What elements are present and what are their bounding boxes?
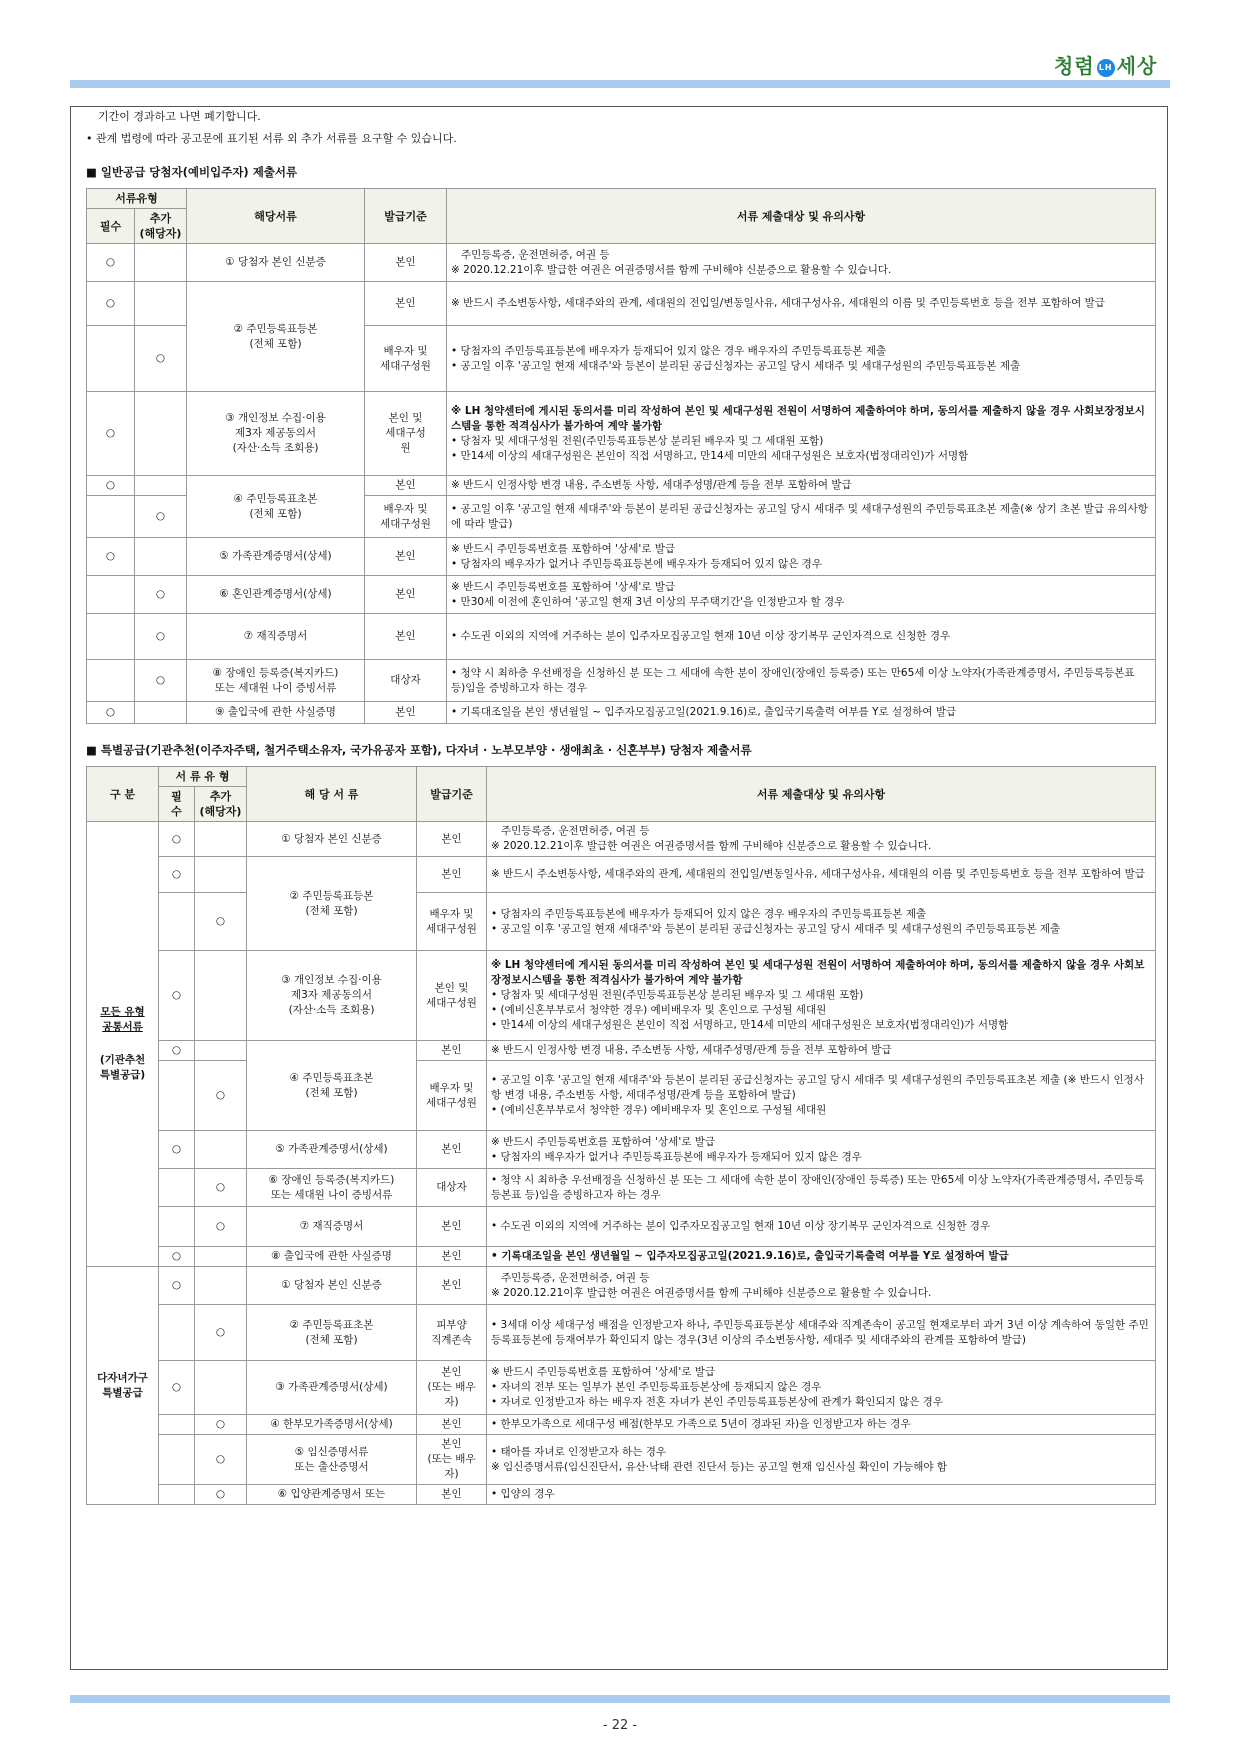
note-line: • 만14세 이상의 세대구성원은 본인이 직접 서명하고, 만14세 미만의 세대구성원은 보호자(법정대리인)가 서명함	[491, 1019, 1009, 1031]
note-line: • 당첨자의 배우자가 없거나 주민등록표등본에 배우자가 등재되어 있지 않은 경우	[491, 1150, 862, 1163]
required-mark: ○	[159, 822, 195, 857]
table-row	[87, 1041, 1156, 1061]
note: ※ 반드시 주소변동사항, 세대주와의 관계, 세대원의 전입일/변동일사유, 세대구성사유, 세대원의 이름 및 주민등록번호 등을 전부 포함하여 발급	[487, 857, 1156, 893]
table-row	[87, 244, 1156, 282]
content	[86, 106, 1156, 1505]
required-mark: ○	[87, 702, 135, 724]
table-row	[87, 614, 1156, 660]
note	[447, 576, 1156, 614]
additional-mark: ○	[135, 576, 187, 614]
table-row	[87, 1169, 1156, 1207]
required-mark: ○	[87, 244, 135, 282]
col-note: 서류 제출대상 및 유의사항	[487, 767, 1156, 822]
issue-basis: 피부양 직계존속	[417, 1305, 487, 1361]
note-line: • 당첨자 및 세대구성원 전원(주민등록표등본상 분리된 배우자 및 그 세대원 포함)	[491, 989, 864, 1001]
col-type: 서 류 유 형	[159, 767, 247, 787]
general-docs-table	[86, 188, 1156, 724]
doc-name: ⑥ 장애인 등록증(복지카드) 또는 세대원 나이 증빙서류	[247, 1169, 417, 1207]
doc-name: ⑥ 입양관계증명서 또는	[247, 1485, 417, 1505]
note-line: • 만30세 이전에 혼인하여 '공고일 현재 3년 이상의 무주택기간'을 인정받고자 할 경우	[451, 595, 845, 608]
required-mark: ○	[159, 1131, 195, 1169]
additional-mark: ○	[195, 1207, 247, 1247]
special-docs-table	[86, 766, 1156, 1505]
col-doc: 해당서류	[187, 189, 365, 244]
doc-name: ④ 주민등록표초본 (전체 포함)	[187, 476, 365, 538]
doc-name: ② 주민등록표등본 (전체 포함)	[247, 857, 417, 951]
doc-name: ③ 개인정보 수집·이용 제3자 제공동의서 (자산·소득 조회용)	[247, 951, 417, 1041]
note-line: • 공고일 이후 '공고일 현재 세대주'와 등본이 분리된 공급신청자는 공고일 당시 세대주 및 세대구성원의 주민등록표초본 제출 (※ 반드시 인정사항 변경 내용, 주소변동 사항, 세대주성명/관계 등을 포함하여 발급)	[491, 1074, 1144, 1101]
note	[487, 1361, 1156, 1415]
note-line: • 공고일 이후 '공고일 현재 세대주'와 등본이 분리된 공급신청자는 공고일 당시 세대주 및 세대구성원의 주민등록표등본 제출	[451, 359, 1021, 372]
note-line: ※ 반드시 주민등록번호를 포함하여 '상세'로 발급	[491, 1135, 715, 1148]
logo-text-right: 세상	[1116, 54, 1158, 78]
note-line: • 당첨자의 배우자가 없거나 주민등록표등본에 배우자가 등재되어 있지 않은 경우	[451, 557, 822, 570]
issue-basis: 본인	[417, 822, 487, 857]
general-section-title: ■ 일반공급 당첨자(예비입주자) 제출서류	[86, 165, 298, 179]
note-line: • 자녀로 인정받고자 하는 배우자 전혼 자녀가 본인 주민등록표등본상에 관계가 확인되지 않은 경우	[491, 1396, 943, 1408]
top-divider	[70, 80, 1170, 88]
issue-basis: 본인	[417, 857, 487, 893]
doc-name: ⑤ 가족관계증명서(상세)	[187, 538, 365, 576]
additional-mark: ○	[195, 1485, 247, 1505]
issue-basis: 배우자 및 세대구성원	[365, 496, 447, 538]
doc-name: ④ 주민등록표초본 (전체 포함)	[247, 1041, 417, 1131]
doc-name: ② 주민등록표초본 (전체 포함)	[247, 1305, 417, 1361]
issue-basis: 배우자 및 세대구성원	[365, 326, 447, 392]
intro-line-2: • 관계 법령에 따라 공고문에 표기된 서류 외 추가 서류를 요구할 수 있습니다.	[86, 132, 457, 145]
required-mark: ○	[159, 1247, 195, 1267]
table-row	[87, 1361, 1156, 1415]
col-additional: 추가 (해당자)	[135, 209, 187, 244]
issue-basis: 본인	[417, 1485, 487, 1505]
required-mark: ○	[159, 1361, 195, 1415]
issue-basis: 본인 (또는 배우자)	[417, 1361, 487, 1415]
note-line: ※ 반드시 주민등록번호를 포함하여 '상세'로 발급	[451, 542, 675, 555]
col-issue: 발급기준	[417, 767, 487, 822]
doc-name: ⑤ 임신증명서류 또는 출산증명서	[247, 1435, 417, 1485]
required-mark: ○	[87, 282, 135, 326]
table-row	[87, 1305, 1156, 1361]
additional-mark: ○	[195, 1169, 247, 1207]
logo-badge-icon: LH	[1097, 59, 1115, 77]
note: • 입양의 경우	[487, 1485, 1156, 1505]
additional-mark: ○	[195, 893, 247, 951]
doc-name: ⑥ 혼인관계증명서(상세)	[187, 576, 365, 614]
category-common	[87, 822, 159, 1267]
required-mark: ○	[159, 1267, 195, 1305]
note: ※ 반드시 인정사항 변경 내용, 주소변동 사항, 세대주성명/관계 등을 전부 포함하여 발급	[487, 1041, 1156, 1061]
note-line: ※ 2020.12.21이후 발급한 여권은 여권증명서를 함께 구비해야 신분증으로 활용할 수 있습니다.	[491, 840, 932, 852]
note-line: ※ 2020.12.21이후 발급한 여권은 여권증명서를 함께 구비해야 신분증으로 활용할 수 있습니다.	[451, 263, 892, 276]
col-additional: 추가 (해당자)	[195, 787, 247, 822]
note-line: ※ LH 청약센터에 게시된 동의서를 미리 작성하여 본인 및 세대구성원 전원이 서명하여 제출하여야 하며, 동의서를 제출하지 않을 경우 사회보장정보시스템을 통한 적격심사가 불가하여 계약 불가함	[491, 959, 1145, 986]
table-row	[87, 1435, 1156, 1485]
col-required: 필수	[87, 209, 135, 244]
note-line: ※ 반드시 주민등록번호를 포함하여 '상세'로 발급	[491, 1366, 715, 1378]
doc-name: ⑤ 가족관계증명서(상세)	[247, 1131, 417, 1169]
doc-name: ⑧ 장애인 등록증(복지카드) 또는 세대원 나이 증빙서류	[187, 660, 365, 702]
category-multichild: 다자녀가구 특별공급	[87, 1267, 159, 1505]
note: • 수도권 이외의 지역에 거주하는 분이 입주자모집공고일 현재 10년 이상 장기복무 군인자격으로 신청한 경우	[487, 1207, 1156, 1247]
note-line: ※ 임신증명서류(임신진단서, 유산·낙태 관련 진단서 등)는 공고일 현재 임신사실 확인이 가능해야 함	[491, 1460, 947, 1473]
doc-name: ⑧ 출입국에 관한 사실증명	[247, 1247, 417, 1267]
doc-name: ④ 한부모가족증명서(상세)	[247, 1415, 417, 1435]
additional-mark: ○	[135, 496, 187, 538]
col-issue: 발급기준	[365, 189, 447, 244]
issue-basis: 본인	[365, 702, 447, 724]
table-row	[87, 1267, 1156, 1305]
table-row	[87, 476, 1156, 496]
note: ※ 반드시 주소변동사항, 세대주와의 관계, 세대원의 전입일/변동일사유, 세대구성사유, 세대원의 이름 및 주민등록번호 등을 전부 포함하여 발급	[447, 282, 1156, 326]
additional-mark: ○	[195, 1305, 247, 1361]
note-line: ※ 반드시 주민등록번호를 포함하여 '상세'로 발급	[451, 580, 675, 593]
table-row	[87, 1247, 1156, 1267]
required-mark: ○	[87, 538, 135, 576]
col-type: 서류유형	[87, 189, 187, 209]
issue-basis: 본인 및 세대구성원	[417, 951, 487, 1041]
issue-basis: 대상자	[417, 1169, 487, 1207]
note: • 공고일 이후 '공고일 현재 세대주'와 등본이 분리된 공급신청자는 공고일 당시 세대주 및 세대구성원의 주민등록표초본 제출(※ 상기 초본 발급 유의사항에 따라 발급)	[447, 496, 1156, 538]
note	[487, 893, 1156, 951]
table-row	[87, 857, 1156, 893]
col-doc: 해 당 서 류	[247, 767, 417, 822]
col-category: 구 분	[87, 767, 159, 822]
note	[487, 1435, 1156, 1485]
note	[447, 392, 1156, 476]
note-line: 주민등록증, 운전면허증, 여권 등	[501, 825, 650, 837]
note: ※ 반드시 인정사항 변경 내용, 주소변동 사항, 세대주성명/관계 등을 전부 포함하여 발급	[447, 476, 1156, 496]
doc-name: ③ 개인정보 수집·이용 제3자 제공동의서 (자산·소득 조회용)	[187, 392, 365, 476]
table-row	[87, 660, 1156, 702]
additional-mark: ○	[135, 614, 187, 660]
note-line: • 당첨자의 주민등록표등본에 배우자가 등재되어 있지 않은 경우 배우자의 주민등록표등본 제출	[451, 344, 887, 357]
required-mark: ○	[159, 1041, 195, 1061]
note-line: • 당첨자의 주민등록표등본에 배우자가 등재되어 있지 않은 경우 배우자의 주민등록표등본 제출	[491, 907, 927, 920]
note-line: • 태아를 자녀로 인정받고자 하는 경우	[491, 1445, 667, 1458]
issue-basis: 본인	[417, 1207, 487, 1247]
table-row	[87, 538, 1156, 576]
doc-name: ⑦ 재직증명서	[247, 1207, 417, 1247]
table-row	[87, 951, 1156, 1041]
issue-basis: 본인	[417, 1131, 487, 1169]
doc-name: ③ 가족관계증명서(상세)	[247, 1361, 417, 1415]
issue-basis: 본인	[365, 476, 447, 496]
note: • 청약 시 최하층 우선배정을 신청하신 분 또는 그 세대에 속한 분이 장애인(장애인 등록증) 또는 만65세 이상 노약자(가족관계증명서, 주민등록등본표 등)임을 증빙하고자 하는 경우	[487, 1169, 1156, 1207]
issue-basis: 본인	[417, 1415, 487, 1435]
note: • 기록대조일을 본인 생년월일 ~ 입주자모집공고일(2021.9.16)로, 출입국기록출력 여부를 Y로 설정하여 발급	[447, 702, 1156, 724]
required-mark: ○	[159, 951, 195, 1041]
note-line: ※ LH 청약센터에 게시된 동의서를 미리 작성하여 본인 및 세대구성원 전원이 서명하여 제출하여야 하며, 동의서를 제출하지 않을 경우 사회보장정보시스템을 통한 적격심사가 불가하여 계약 불가함	[451, 404, 1145, 432]
note: • 기록대조일을 본인 생년월일 ~ 입주자모집공고일(2021.9.16)로, 출입국기록출력 여부를 Y로 설정하여 발급	[487, 1247, 1156, 1267]
issue-basis: 본인	[365, 576, 447, 614]
note: • 3세대 이상 세대구성 배점을 인정받고자 하나, 주민등록표등본상 세대주와 직계존속이 공고일 현재로부터 과거 3년 이상 계속하여 동일한 주민등록표등본에 등재여부가 확인되지 않는 경우(3년 이상의 주소변동사항, 세대주 및 세대주와의 관계를 포함하여 발급)	[487, 1305, 1156, 1361]
issue-basis: 본인	[365, 614, 447, 660]
table-row	[87, 1415, 1156, 1435]
issue-basis: 본인	[365, 538, 447, 576]
logo	[1054, 50, 1157, 79]
table-row	[87, 702, 1156, 724]
doc-name: ⑨ 출입국에 관한 사실증명	[187, 702, 365, 724]
doc-name: ② 주민등록표등본 (전체 포함)	[187, 282, 365, 392]
note	[447, 326, 1156, 392]
col-required: 필 수	[159, 787, 195, 822]
issue-basis: 본인	[417, 1267, 487, 1305]
logo-text-left: 청렴	[1054, 54, 1095, 78]
issue-basis: 대상자	[365, 660, 447, 702]
bottom-divider	[70, 1695, 1170, 1703]
note	[487, 1061, 1156, 1131]
additional-mark: ○	[195, 1435, 247, 1485]
note-line: • (예비신혼부부로서 청약한 경우) 예비배우자 및 혼인으로 구성될 세대원	[491, 1004, 827, 1016]
category-sublabel: (기관추천 특별공급)	[99, 1054, 146, 1081]
issue-basis: 본인	[365, 282, 447, 326]
note-line: • (예비신혼부부로서 청약한 경우) 예비배우자 및 혼인으로 구성될 세대원	[491, 1104, 827, 1116]
table-row	[87, 392, 1156, 476]
table-row	[87, 822, 1156, 857]
doc-name: ① 당첨자 본인 신분증	[247, 822, 417, 857]
note-line: ※ 2020.12.21이후 발급한 여권은 여권증명서를 함께 구비해야 신분증으로 활용할 수 있습니다.	[491, 1286, 932, 1299]
table-row	[87, 1207, 1156, 1247]
issue-basis: 배우자 및 세대구성원	[417, 1061, 487, 1131]
issue-basis: 본인	[417, 1041, 487, 1061]
note	[487, 1267, 1156, 1305]
issue-basis: 본인 (또는 배우자)	[417, 1435, 487, 1485]
doc-name: ① 당첨자 본인 신분증	[247, 1267, 417, 1305]
note-line: • 공고일 이후 '공고일 현재 세대주'와 등본이 분리된 공급신청자는 공고일 당시 세대주 및 세대구성원의 주민등록표등본 제출	[491, 922, 1061, 935]
note: • 한부모가족으로 세대구성 배점(한부모 가족으로 5년이 경과된 자)을 인정받고자 하는 경우	[487, 1415, 1156, 1435]
col-note: 서류 제출대상 및 유의사항	[447, 189, 1156, 244]
additional-mark: ○	[195, 1061, 247, 1131]
intro-line-1: 기간이 경과하고 나면 폐기합니다.	[98, 110, 261, 123]
note	[487, 951, 1156, 1041]
category-label: 모든 유형 공통서류	[100, 1006, 145, 1033]
additional-mark: ○	[135, 326, 187, 392]
note: • 청약 시 최하층 우선배정을 신청하신 분 또는 그 세대에 속한 분이 장애인(장애인 등록증) 또는 만65세 이상 노약자(가족관계증명서, 주민등록등본표 등)임을 증빙하고자 하는 경우	[447, 660, 1156, 702]
note-line: 주민등록증, 운전면허증, 여권 등	[501, 1271, 650, 1284]
required-mark: ○	[87, 476, 135, 496]
issue-basis: 배우자 및 세대구성원	[417, 893, 487, 951]
table-row	[87, 1485, 1156, 1505]
additional-mark: ○	[135, 660, 187, 702]
page-number: - 22 -	[602, 1718, 638, 1733]
note: • 수도권 이외의 지역에 거주하는 분이 입주자모집공고일 현재 10년 이상 장기복무 군인자격으로 신청한 경우	[447, 614, 1156, 660]
table-row	[87, 576, 1156, 614]
additional-mark: ○	[195, 1415, 247, 1435]
note	[487, 822, 1156, 857]
note-line: • 당첨자 및 세대구성원 전원(주민등록표등본상 분리된 배우자 및 그 세대원 포함)	[451, 434, 824, 447]
note	[447, 538, 1156, 576]
required-mark: ○	[159, 857, 195, 893]
table-row	[87, 1131, 1156, 1169]
doc-name: ⑦ 재직증명서	[187, 614, 365, 660]
issue-basis: 본인 및 세대구성 원	[365, 392, 447, 476]
issue-basis: 본인	[417, 1247, 487, 1267]
intro	[86, 106, 1156, 150]
note-line: 주민등록증, 운전면허증, 여권 등	[461, 248, 610, 261]
note-line: • 만14세 이상의 세대구성원은 본인이 직접 서명하고, 만14세 미만의 세대구성원은 보호자(법정대리인)가 서명함	[451, 449, 969, 462]
note	[487, 1131, 1156, 1169]
table-row	[87, 282, 1156, 326]
issue-basis: 본인	[365, 244, 447, 282]
note-line: • 자녀의 전부 또는 일부가 본인 주민등록표등본상에 등재되지 않은 경우	[491, 1381, 822, 1393]
note	[447, 244, 1156, 282]
required-mark: ○	[87, 392, 135, 476]
doc-name: ① 당첨자 본인 신분증	[187, 244, 365, 282]
special-section-title: ■ 특별공급(기관추천(이주자주택, 철거주택소유자, 국가유공자 포함), 다자녀 · 노부모부양 · 생애최초 · 신혼부부) 당첨자 제출서류	[86, 743, 752, 757]
